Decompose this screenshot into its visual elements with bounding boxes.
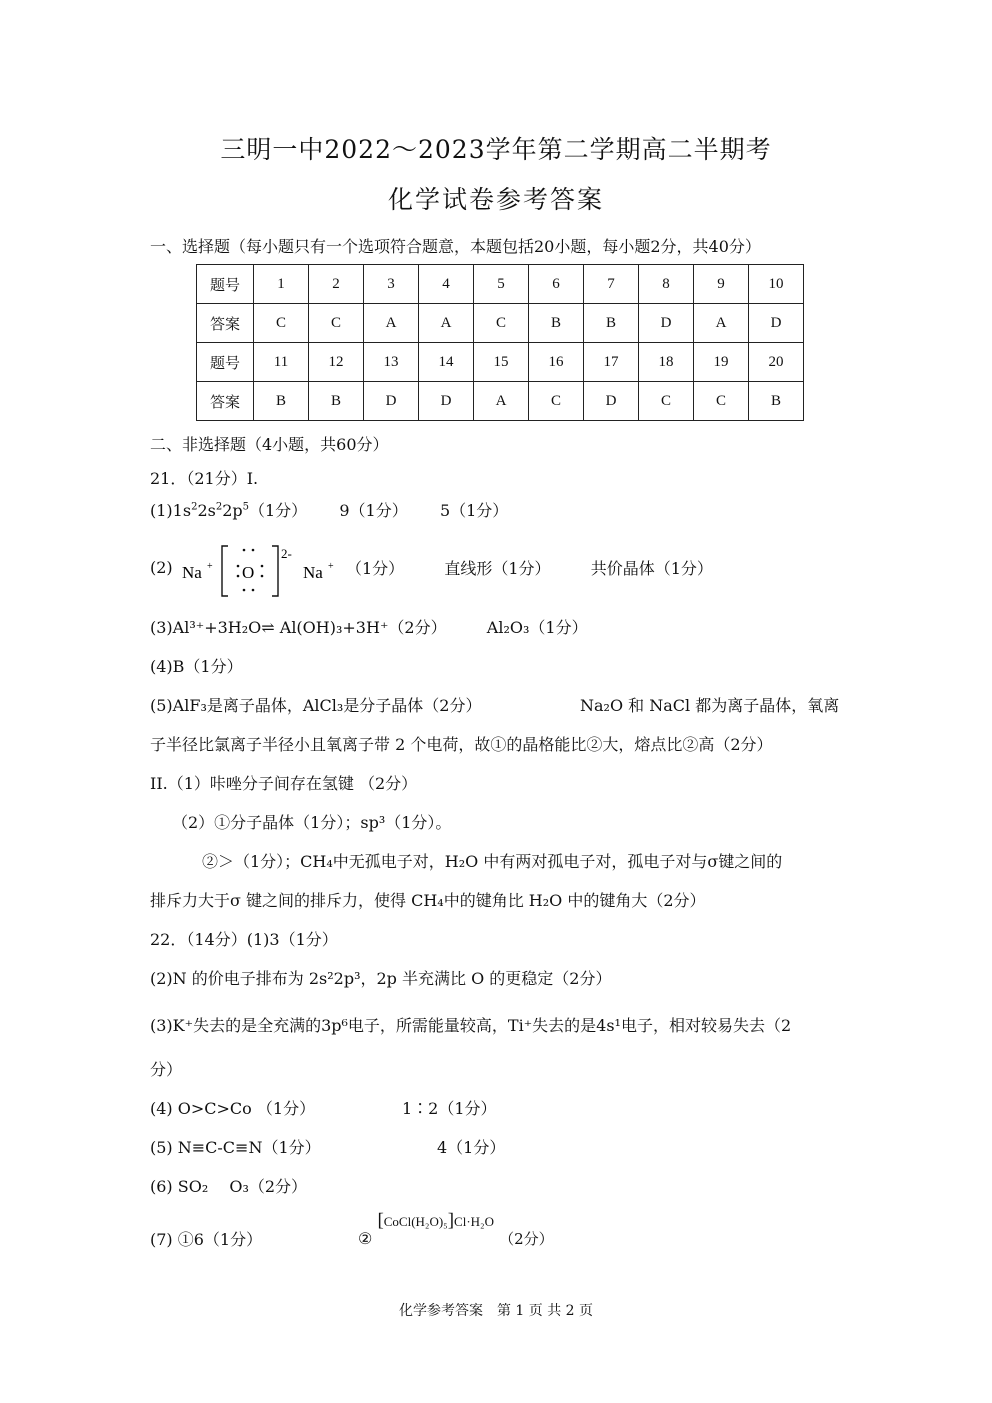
section-2-heading: 二、非选择题（4小题，共60分） [150, 435, 389, 454]
q21-part-3 [150, 615, 588, 638]
table-cell: B [584, 304, 639, 343]
table-cell: 4 [419, 265, 474, 304]
table-cell: A [419, 304, 474, 343]
table-cell: 10 [749, 265, 804, 304]
na-left-charge: + [207, 561, 213, 572]
q22-part-7b: ② [CoCl(H₂O)₅]Cl·H₂O （2分） [358, 1210, 554, 1248]
label-ans: 答案 [197, 382, 254, 421]
table-cell: B [529, 304, 584, 343]
title-line-1: 三明一中2022～2023学年第二学期高二半期考 [220, 135, 772, 164]
q21-heading: 21．（21分）I. [150, 469, 259, 488]
q21-part-2-label: (2) [150, 558, 173, 577]
text: （2分） [499, 1230, 554, 1248]
complex-formula: CoCl(H₂O)₅ [383, 1214, 448, 1229]
table-cell: C [694, 382, 749, 421]
q21-part-5-line-1b: Na₂O 和 NaCl 都为离子晶体，氧离 [580, 696, 840, 715]
table-cell: 1 [254, 265, 309, 304]
q22-part-4: (4) O>C>Co （1分） [150, 1099, 316, 1118]
table-cell: C [639, 382, 694, 421]
text: 5 [242, 501, 249, 513]
table-cell: C [474, 304, 529, 343]
q21-ii-1: II.（1）咔唑分子间存在氢键 （2分） [150, 774, 418, 793]
q22-line-3: (3)K⁺失去的是全充满的3p⁶电子，所需能量较高，Ti⁺失去的是4s¹电子，相对较易失去（2 [150, 1016, 792, 1035]
table-cell: D [364, 382, 419, 421]
table-cell: D [584, 382, 639, 421]
q22-part-7a: (7) ①6（1分） [150, 1230, 263, 1249]
table-row [197, 265, 804, 304]
table-cell: A [694, 304, 749, 343]
q22-line-1: 22．（14分）(1)3（1分） [150, 930, 338, 949]
table-cell: 6 [529, 265, 584, 304]
text: Al₂O₃（1分） [486, 618, 588, 637]
text: 2p [222, 501, 243, 520]
table-cell: 8 [639, 265, 694, 304]
q21-ii-2: （2）①分子晶体（1分）；sp³（1分）。 [172, 813, 452, 832]
text: (1)1s [150, 501, 192, 520]
q22-part-4b: 1∶2（1分） [402, 1099, 497, 1118]
table-cell: 15 [474, 343, 529, 382]
table-cell: C [309, 304, 364, 343]
section-1-heading: 一、选择题（每小题只有一个选项符合题意，本题包括20小题，每小题2分，共40分） [150, 237, 761, 256]
table-cell: 18 [639, 343, 694, 382]
table-cell: 20 [749, 343, 804, 382]
oxygen: O [242, 563, 255, 582]
text: 2 [215, 501, 223, 513]
text: 9（1分） [339, 501, 408, 520]
table-cell: C [529, 382, 584, 421]
table-cell: C [254, 304, 309, 343]
q22-part-6: (6) SO₂ O₃（2分） [150, 1177, 308, 1196]
table-cell: D [419, 382, 474, 421]
table-row [197, 343, 804, 382]
table-cell: 7 [584, 265, 639, 304]
text: (5)AlF₃是离子晶体，AlCl₃是分子晶体（2分） [150, 696, 482, 715]
na-right-charge: + [328, 561, 334, 572]
text: 5（1分） [439, 501, 509, 520]
q21-part-5-line-2: 子半径比氯离子半径小且氧离子带 2 个电荷，故①的晶格能比②大，熔点比②高（2分） [150, 735, 773, 754]
table-cell: A [474, 382, 529, 421]
oxide-charge: 2- [281, 546, 292, 561]
text: （1分） [346, 559, 405, 578]
na-right: Na [303, 563, 323, 582]
table-cell: B [309, 382, 364, 421]
q21-part-1 [150, 498, 508, 521]
text: (3)Al³⁺+3H₂O⇌ Al(OH)₃+3H⁺（2分） [150, 618, 447, 637]
table-cell: 5 [474, 265, 529, 304]
lewis-structure-na2o [180, 538, 340, 600]
q22-line-4: 分） [150, 1060, 183, 1079]
table-cell: 19 [694, 343, 749, 382]
table-cell: 16 [529, 343, 584, 382]
table-cell: 14 [419, 343, 474, 382]
text: 2s [197, 501, 216, 520]
table-row [197, 382, 804, 421]
text: 2 [191, 501, 198, 513]
q22-part-5: (5) N≡C-C≡N（1分） [150, 1138, 321, 1157]
text: ② [358, 1229, 373, 1248]
table-cell: 9 [694, 265, 749, 304]
table-cell: B [254, 382, 309, 421]
q21-ii-3: ②＞（1分）；CH₄中无孤电子对，H₂O 中有两对孤电子对，孤电子对与σ键之间的 [202, 852, 783, 871]
table-cell: 3 [364, 265, 419, 304]
q21-part-2-answers [346, 556, 713, 579]
text: 直线形（1分） [444, 559, 551, 578]
complex-formula-tail: Cl·H₂O [454, 1214, 494, 1229]
table-cell: 2 [309, 265, 364, 304]
q21-ii-4: 排斥力大于σ 键之间的排斥力，使得 CH₄中的键角比 H₂O 中的键角大（2分） [150, 891, 706, 910]
label-ans: 答案 [197, 304, 254, 343]
text: 共价晶体（1分） [590, 559, 713, 578]
title-line-2: 化学试卷参考答案 [387, 185, 604, 214]
q22-line-2: (2)N 的价电子排布为 2s²2p³，2p 半充满比 O 的更稳定（2分） [150, 969, 612, 988]
label-num: 题号 [197, 343, 254, 382]
q21-part-4: (4)B（1分） [150, 657, 243, 676]
table-cell: A [364, 304, 419, 343]
table-cell: 12 [309, 343, 364, 382]
page-footer: 化学参考答案 第 1 页 共 2 页 [398, 1303, 594, 1319]
q22-part-5b: 4（1分） [437, 1138, 506, 1157]
q21-part-5-line-1 [150, 693, 481, 716]
table-cell: D [639, 304, 694, 343]
label-num: 题号 [197, 265, 254, 304]
na-left: Na [182, 563, 202, 582]
table-row [197, 304, 804, 343]
text: （1分） [249, 501, 308, 520]
table-cell: 13 [364, 343, 419, 382]
table-cell: 17 [584, 343, 639, 382]
answer-table [196, 264, 804, 421]
table-cell: B [749, 382, 804, 421]
table-cell: D [749, 304, 804, 343]
table-cell: 11 [254, 343, 309, 382]
